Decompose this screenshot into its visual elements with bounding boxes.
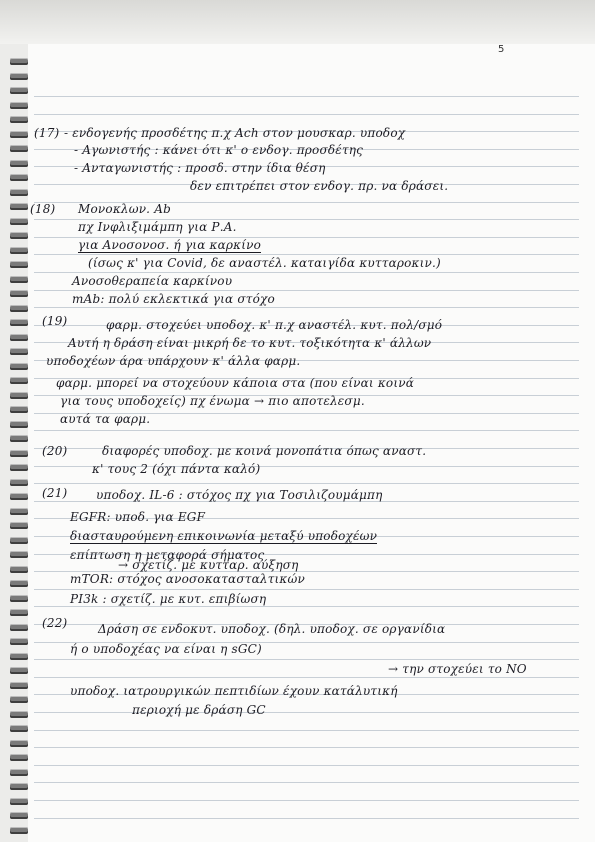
spiral-ring [10,493,28,500]
spiral-ring [10,174,28,181]
note-number: (22) [42,616,68,630]
spiral-ring [10,508,28,515]
note-line: mAb: πολύ εκλεκτικά για στόχο [72,292,275,306]
spiral-ring [10,754,28,761]
spiral-ring [10,232,28,239]
spiral-ring [10,522,28,529]
ruled-line [34,483,579,484]
spiral-ring [10,305,28,312]
spiral-ring [10,464,28,471]
spiral-ring [10,363,28,370]
ruled-line [34,782,579,783]
ruled-line [34,96,579,97]
note-line: ή ο υποδοχέας να είναι η sGC) [70,642,262,656]
page-top-edge [0,0,595,44]
ruled-line [34,659,579,660]
ruled-line [34,730,579,731]
note-line: υποδοχέων άρα υπάρχουν κ' άλλα φαρμ. [46,354,301,368]
spiral-ring [10,711,28,718]
spiral-ring [10,609,28,616]
spiral-ring [10,58,28,65]
note-line: υποδοχ. ιατρουργικών πεπτιδίων έχουν κατάλυτική [70,684,398,698]
spiral-ring [10,682,28,689]
spiral-ring [10,87,28,94]
spiral-ring [10,218,28,225]
note-line: κ' τους 2 (όχι πάντα καλό) [92,462,261,476]
note-line: Αυτή η δράση είναι μικρή δε το κυτ. τοξικότητα κ' άλλων [68,336,432,350]
spiral-ring [10,812,28,819]
note-line: - ενδογενής προσδέτης π.χ Ach στον μουσκαρ. υποδοχ [64,126,406,140]
note-line: διασταυρούμενη επικοινωνία μεταξύ υποδοχέων [70,529,378,543]
note-line: δεν επιτρέπει στον ενδογ. πρ. να δράσει. [190,179,449,193]
spiral-ring [10,783,28,790]
note-line: - Ανταγωνιστής : προσδ. στην ίδια θέση [74,161,326,175]
spiral-ring [10,551,28,558]
spiral-ring [10,203,28,210]
note-number: (17) [34,126,60,140]
spiral-ring [10,290,28,297]
ruled-line [34,800,579,801]
ruled-line [34,677,579,678]
ruled-line [34,114,579,115]
page-number: 5 [498,44,505,55]
spiral-ring [10,537,28,544]
note-line: για τους υποδοχείς) πχ ένωμα → πιο αποτελεσμ. [60,394,365,408]
ruled-line [34,307,579,308]
note-line: επίπτωση η μεταφορά σήματος [70,548,265,562]
spiral-ring [10,638,28,645]
note-line: διαφορές υποδοχ. με κοινά μονοπάτια όπως αναστ. [102,444,427,458]
note-number: (21) [42,486,68,500]
note-line: (ίσως κ' για Covid, δε αναστέλ. καταιγίδα κυτταροκιν.) [88,256,441,270]
note-line: πχ Ινφλιξιμάμπη για Ρ.Α. [78,220,237,234]
spiral-ring [10,421,28,428]
spiral-ring [10,102,28,109]
note-line: υποδοχ. IL-6 : στόχος πχ για Τοσιλιζουμάμπη [96,488,383,502]
note-line: mTOR: στόχος ανοσοκατασταλτικών [70,572,305,586]
spiral-ring [10,377,28,384]
spiral-ring [10,653,28,660]
spiral-ring [10,247,28,254]
spiral-ring [10,73,28,80]
spiral-ring [10,725,28,732]
note-line: → σχετίζ. με κυτταρ. αύξηση [118,558,299,572]
note-line: Δράση σε ενδοκυτ. υποδοχ. (δηλ. υποδοχ. σε οργανίδια [98,622,446,636]
ruled-line [34,254,579,255]
spiral-ring [10,479,28,486]
note-line: → την στοχεύει το NO [388,662,527,676]
note-line: Μονοκλων. Ab [78,202,171,216]
spiral-ring [10,131,28,138]
spiral-ring [10,319,28,326]
spiral-ring [10,566,28,573]
ruled-line [34,589,579,590]
ruled-line [34,430,579,431]
note-line: φαρμ. μπορεί να στοχεύουν κάποια στα (που είναι κοινά [56,376,415,390]
note-number: (18) [30,202,56,216]
ruled-line [34,747,579,748]
spiral-ring [10,450,28,457]
note-line: για Ανοσονοσ. ή για καρκίνο [78,238,262,252]
ruled-line [34,606,579,607]
note-line: περιοχή με δράση GC [132,703,266,717]
note-line: Ανοσοθεραπεία καρκίνου [72,274,233,288]
spiral-ring [10,827,28,834]
spiral-ring [10,334,28,341]
note-line: - Αγωνιστής : κάνει ότι κ' ο ενδογ. προσδέτης [74,143,364,157]
note-line: αυτά τα φαρμ. [60,412,151,426]
ruled-line [34,272,579,273]
spiral-ring [10,769,28,776]
spiral-ring [10,392,28,399]
spiral-ring [10,276,28,283]
spiral-ring [10,595,28,602]
ruled-line [34,818,579,819]
ruled-line [34,765,579,766]
ruled-line [34,712,579,713]
spiral-ring [10,348,28,355]
spiral-ring [10,145,28,152]
spiral-ring [10,435,28,442]
note-number: (20) [42,444,68,458]
note-line: EGFR: υποδ. για EGF [70,510,206,524]
spiral-ring [10,261,28,268]
note-line: φαρμ. στοχεύει υποδοχ. κ' π.χ αναστέλ. κυτ. πολ/σμό [106,318,443,332]
spiral-ring [10,580,28,587]
spiral-ring [10,798,28,805]
spiral-ring [10,406,28,413]
spiral-ring [10,696,28,703]
spiral-ring [10,740,28,747]
spiral-ring [10,624,28,631]
ruled-line [34,290,579,291]
note-line: PI3k : σχετίζ. με κυτ. επιβίωση [70,592,267,606]
spiral-ring [10,160,28,167]
spiral-ring [10,116,28,123]
spiral-ring [10,667,28,674]
note-number: (19) [42,314,68,328]
spiral-ring [10,189,28,196]
